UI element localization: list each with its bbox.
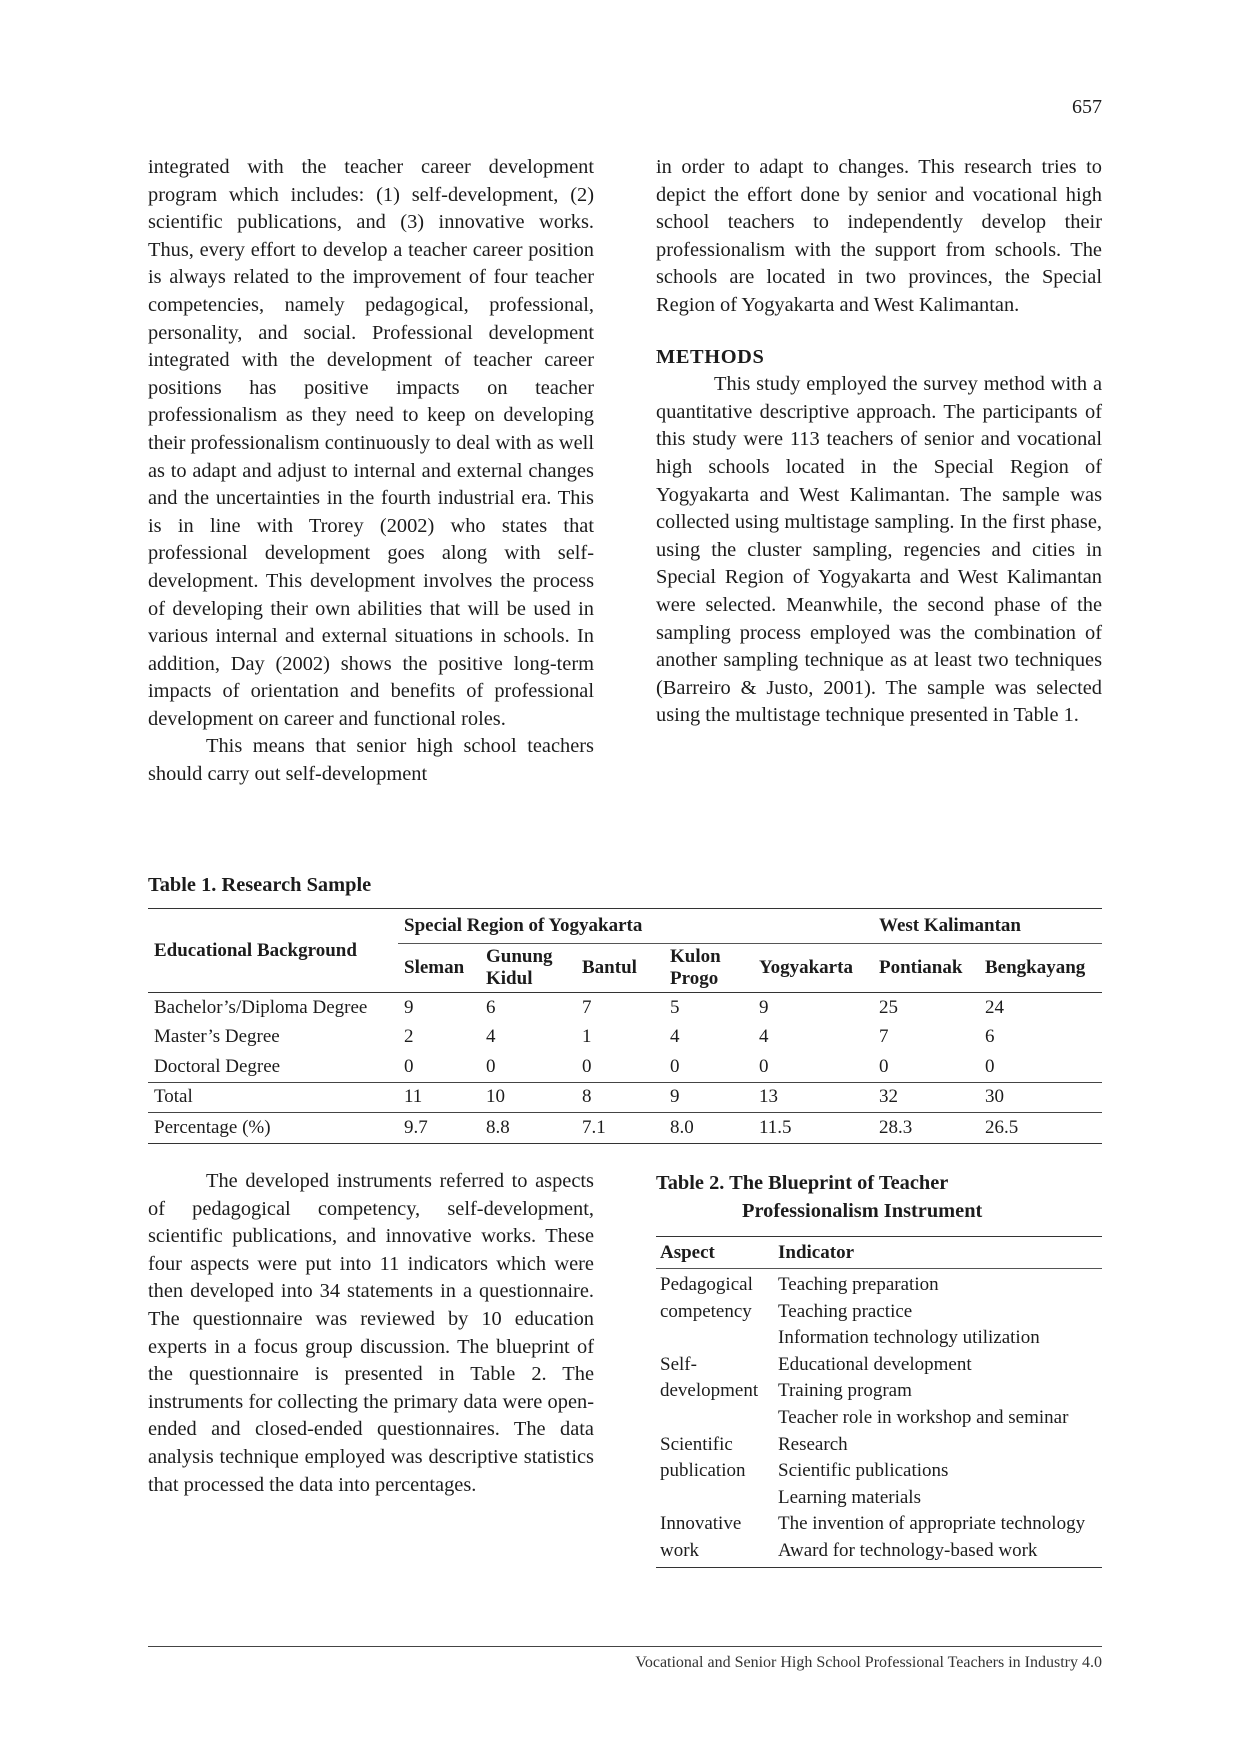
table-cell: 6 <box>985 1026 995 1048</box>
running-footer: Vocational and Senior High School Professional Teachers in Industry 4.0 <box>635 1654 1102 1671</box>
table-cell: 4 <box>759 1026 769 1048</box>
aspect-cell: Pedagogical competency <box>660 1274 753 1322</box>
row-label: Bachelor’s/Diploma Degree <box>154 996 368 1018</box>
table-cell: 0 <box>582 1055 592 1077</box>
left-column-top <box>148 154 594 789</box>
aspect-cell: Scientific publication <box>660 1433 746 1482</box>
research-sample-table <box>148 908 1102 1144</box>
table-cell: 7 <box>879 1026 889 1048</box>
table-cell: 26.5 <box>979 1113 1102 1144</box>
paragraph: integrated with the teacher career development program which includes: (1) self-development, (2) scientific publications, and (3) innovative works. Thus, every effort to develop a teacher career position is always related to the improvement of four teacher competencies, namely pedagogical, professional, personality, and social. Professional development integrated with the development of teacher career positions has positive impacts on teacher professionalism as they need to keep on developing their professionalism continuously to deal with as well as to adapt and adjust to internal and external changes and the uncertainties in the fourth industrial era. This is in line with Trorey (2002) who states that professional development goes along with self-development. This development involves the process of developing their own abilities that will be used in various internal and external situations in schools. In addition, Day (2002) shows the positive long-term impacts of orientation and benefits of professional development on career and functional roles. <box>148 156 594 730</box>
indicator-header: Indicator <box>774 1237 1102 1269</box>
right-column-top <box>656 154 1102 730</box>
table2-caption <box>656 1170 1102 1225</box>
table-cell: 5 <box>670 996 680 1018</box>
table-cell: 0 <box>985 1055 995 1077</box>
row-label: Percentage (%) <box>148 1113 398 1144</box>
paragraph: This means that senior high school teachers should carry out self-development <box>148 735 594 786</box>
table-row <box>656 1269 1102 1352</box>
indicator-cell <box>774 1511 1102 1567</box>
table-cell: 4 <box>670 1026 680 1048</box>
table-row <box>148 993 1102 1023</box>
table1-caption: Table 1. Research Sample <box>148 874 372 896</box>
indicator-item: Training program <box>778 1380 912 1402</box>
column-header: Yogyakarta <box>753 944 873 993</box>
table-cell: 4 <box>486 1026 496 1048</box>
methods-heading: METHODS <box>656 345 765 368</box>
indicator-item: The invention of appropriate technology <box>778 1513 1086 1535</box>
table-cell: 28.3 <box>873 1113 979 1144</box>
indicator-item: Research <box>778 1433 848 1455</box>
table1-body <box>148 993 1102 1144</box>
indicator-item: Teacher role in workshop and seminar <box>778 1406 1069 1428</box>
table-cell: 13 <box>753 1082 873 1113</box>
indicator-item: Information technology utilization <box>778 1327 1040 1349</box>
table-cell: 9.7 <box>398 1113 480 1144</box>
table2-caption-line2: Professionalism Instrument <box>742 1199 983 1222</box>
column-header: Kulon Progo <box>664 944 753 993</box>
table2-caption-line1: Table 2. The Blueprint of Teacher <box>656 1172 949 1194</box>
table-row <box>656 1352 1102 1432</box>
paragraph: This study employed the survey method with a quantitative descriptive approach. The participants of this study were 113 teachers of senior and vocational high schools located in the Special Region of Yogyakarta and West Kalimantan. The sample was collected using multistage sampling. In the first phase, using the cluster sampling, regencies and cities in Special Region of Yogyakarta and West Kalimantan were selected. Meanwhile, the second phase of the sampling process employed was the combination of another sampling technique as at least two techniques (Barreiro & Justo, 2001). The sample was selected using the multistage technique presented in Table 1. <box>656 373 1102 727</box>
paragraph: The developed instruments referred to aspects of pedagogical competency, self-development, scientific publications, and innovative works. These four aspects were put into 11 indicators which were then developed into 34 statements in a questionnaire. The questionnaire was reviewed by 10 education experts in a focus group discussion. The blueprint of the questionnaire is presented in Table 2. The instruments for collecting the primary data were open-ended and closed-ended questionnaires. The data analysis technique employed was descriptive statistics that processed the data into percentages. <box>148 1170 594 1496</box>
table-cell: 9 <box>664 1082 753 1113</box>
table-cell: 0 <box>879 1055 889 1077</box>
left-column-bottom <box>148 1168 594 1499</box>
indicator-item: Teaching preparation <box>778 1274 939 1295</box>
table-cell: 0 <box>486 1055 496 1077</box>
table-cell: 0 <box>759 1055 769 1077</box>
table-row <box>148 1113 1102 1144</box>
column-header: Bengkayang <box>979 944 1102 993</box>
table-cell: 11 <box>398 1082 480 1113</box>
indicator-item: Educational development <box>778 1353 972 1375</box>
aspect-header: Aspect <box>656 1237 774 1269</box>
table-cell: 9 <box>404 996 414 1018</box>
column-header: Bantul <box>576 944 664 993</box>
column-header: Sleman <box>398 944 480 993</box>
row-label: Total <box>148 1082 398 1113</box>
indicator-cell <box>774 1432 1102 1512</box>
group-header-yogyakarta: Special Region of Yogyakarta <box>398 909 873 944</box>
page-number: 657 <box>1072 96 1102 118</box>
aspect-cell: Self-development <box>660 1353 759 1402</box>
table-cell: 30 <box>979 1082 1102 1113</box>
blueprint-table <box>656 1236 1102 1568</box>
table-cell: 7.1 <box>576 1113 664 1144</box>
indicator-item: Teaching practice <box>778 1300 913 1322</box>
table-cell: 1 <box>582 1026 592 1048</box>
indicator-cell <box>774 1352 1102 1432</box>
table2-body <box>656 1269 1102 1568</box>
table-cell: 32 <box>873 1082 979 1113</box>
table-row <box>656 1432 1102 1512</box>
indicator-item: Learning materials <box>778 1486 921 1508</box>
column-header: Gunung Kidul <box>480 944 576 993</box>
table-row <box>148 1052 1102 1082</box>
table-row <box>148 1082 1102 1113</box>
indicator-cell <box>774 1269 1102 1352</box>
row-header: Educational Background <box>148 909 398 993</box>
table-cell: 8.0 <box>664 1113 753 1144</box>
table-cell: 24 <box>985 996 1004 1018</box>
column-header: Pontianak <box>873 944 979 993</box>
group-header-kalimantan: West Kalimantan <box>873 909 1102 944</box>
table-cell: 2 <box>404 1026 414 1048</box>
paragraph: in order to adapt to changes. This research tries to depict the effort done by senior and vocational high school teachers to independently develop their professionalism with the support from schools. The schools are located in two provinces, the Special Region of Yogyakarta and West Kalimantan. <box>656 156 1102 316</box>
table-cell: 0 <box>670 1055 680 1077</box>
table-cell: 6 <box>486 996 496 1018</box>
row-label: Master’s Degree <box>154 1026 280 1048</box>
row-label: Doctoral Degree <box>154 1055 281 1077</box>
table-cell: 8.8 <box>480 1113 576 1144</box>
indicator-item: Award for technology-based work <box>778 1539 1038 1561</box>
table-row <box>656 1511 1102 1567</box>
aspect-cell: Innovative work <box>656 1511 774 1567</box>
table-cell: 9 <box>759 996 769 1018</box>
footer-divider <box>148 1646 1102 1647</box>
table-cell: 11.5 <box>753 1113 873 1144</box>
table-cell: 8 <box>576 1082 664 1113</box>
table-cell: 0 <box>404 1055 414 1077</box>
table-cell: 10 <box>480 1082 576 1113</box>
table-cell: 7 <box>582 996 592 1018</box>
table-row <box>148 1023 1102 1053</box>
table-cell: 25 <box>879 996 898 1018</box>
indicator-item: Scientific publications <box>778 1460 949 1482</box>
